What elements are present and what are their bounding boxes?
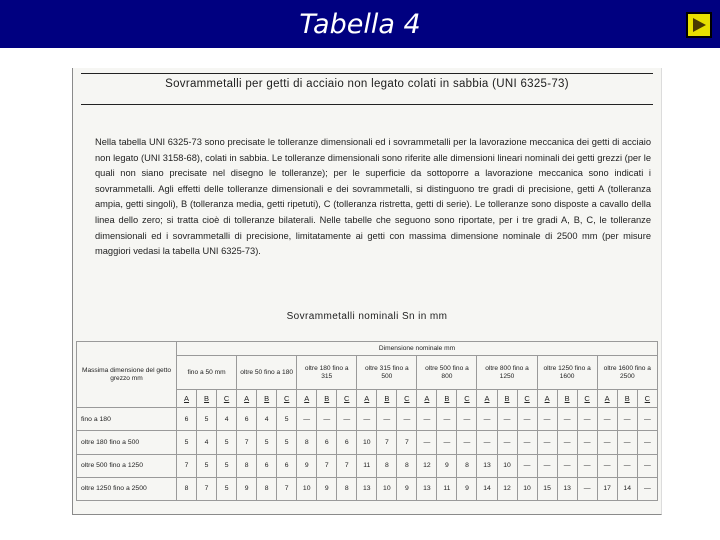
next-slide-button[interactable]: [686, 12, 712, 38]
column-group-header: fino a 50 mm: [177, 356, 237, 390]
grade-label: A: [357, 390, 377, 408]
table-cell: 5: [277, 431, 297, 454]
table-cell: —: [597, 431, 617, 454]
table-cell: —: [417, 408, 437, 431]
grade-label: B: [317, 390, 337, 408]
table-cell: 10: [297, 477, 317, 500]
table-cell: 17: [597, 477, 617, 500]
document-heading: Sovrammetalli per getti di acciaio non legato colati in sabbia (UNI 6325-73): [165, 78, 569, 90]
table-cell: 7: [337, 454, 357, 477]
table-cell: —: [457, 431, 477, 454]
table-cell: 8: [337, 477, 357, 500]
grade-label: C: [517, 390, 537, 408]
grade-label: A: [477, 390, 497, 408]
table-cell: 11: [437, 477, 457, 500]
table-cell: 14: [617, 477, 637, 500]
table-cell: 4: [217, 408, 237, 431]
row-label: oltre 1250 fino a 2500: [77, 477, 177, 500]
table-cell: 8: [397, 454, 417, 477]
table-cell: 8: [297, 431, 317, 454]
grade-label: B: [197, 390, 217, 408]
table-cell: 5: [217, 431, 237, 454]
table-cell: 7: [317, 454, 337, 477]
grade-label: B: [437, 390, 457, 408]
table-cell: 13: [477, 454, 497, 477]
grade-label: B: [497, 390, 517, 408]
table-cell: —: [497, 408, 517, 431]
table-cell: 15: [537, 477, 557, 500]
table-cell: 10: [497, 454, 517, 477]
table-cell: —: [517, 431, 537, 454]
table-cell: —: [617, 408, 637, 431]
table-cell: 5: [277, 408, 297, 431]
table-cell: 7: [377, 431, 397, 454]
table-cell: —: [557, 454, 577, 477]
grade-label: A: [237, 390, 257, 408]
table-cell: —: [437, 431, 457, 454]
table-cell: 13: [357, 477, 377, 500]
table-row: [77, 477, 658, 500]
grade-label: A: [597, 390, 617, 408]
table-cell: —: [537, 431, 557, 454]
sovrammetalli-table: [76, 341, 658, 501]
table-cell: —: [457, 408, 477, 431]
grade-label: A: [177, 390, 197, 408]
heading-rule: [81, 104, 653, 105]
table-cell: 6: [317, 431, 337, 454]
scanned-document: [72, 68, 662, 515]
table-cell: 7: [277, 477, 297, 500]
table-cell: 5: [197, 408, 217, 431]
table-cell: 8: [377, 454, 397, 477]
table-cell: 8: [237, 454, 257, 477]
table-cell: —: [357, 408, 377, 431]
column-group-header: oltre 1600 fino a 2500: [597, 356, 657, 390]
table-cell: —: [517, 408, 537, 431]
grade-label: B: [617, 390, 637, 408]
table-cell: —: [397, 408, 417, 431]
top-rule: [81, 73, 653, 74]
table-cell: 9: [237, 477, 257, 500]
table-cell: —: [637, 454, 657, 477]
table-cell: 9: [317, 477, 337, 500]
table-cell: 9: [437, 454, 457, 477]
grade-label: A: [537, 390, 557, 408]
table-cell: —: [477, 408, 497, 431]
table-cell: 5: [217, 454, 237, 477]
table-cell: 8: [177, 477, 197, 500]
table-cell: —: [297, 408, 317, 431]
table-cell: —: [557, 408, 577, 431]
grade-label: C: [637, 390, 657, 408]
table-cell: —: [577, 431, 597, 454]
table-cell: —: [577, 477, 597, 500]
grade-label: C: [277, 390, 297, 408]
row-label: oltre 500 fino a 1250: [77, 454, 177, 477]
table-cell: —: [537, 454, 557, 477]
table-cell: 6: [257, 454, 277, 477]
table-cell: 8: [257, 477, 277, 500]
table-cell: —: [637, 431, 657, 454]
table-cell: 7: [237, 431, 257, 454]
column-group-header: oltre 315 fino a 500: [357, 356, 417, 390]
table-cell: —: [437, 408, 457, 431]
table-cell: 5: [257, 431, 277, 454]
table-cell: —: [577, 454, 597, 477]
table-cell: —: [517, 454, 537, 477]
row-label: oltre 180 fino a 500: [77, 431, 177, 454]
table-cell: 7: [177, 454, 197, 477]
table-cell: 4: [257, 408, 277, 431]
table-cell: 6: [337, 431, 357, 454]
table-cell: —: [377, 408, 397, 431]
table-cell: 10: [517, 477, 537, 500]
table-cell: —: [417, 431, 437, 454]
play-triangle-icon: [691, 17, 707, 33]
table-cell: 9: [457, 477, 477, 500]
table-cell: —: [317, 408, 337, 431]
table-cell: —: [497, 431, 517, 454]
grade-label: C: [397, 390, 417, 408]
table-cell: 14: [477, 477, 497, 500]
table-cell: —: [637, 477, 657, 500]
table-cell: 12: [497, 477, 517, 500]
grade-label: C: [217, 390, 237, 408]
table-cell: 7: [397, 431, 417, 454]
table-cell: 5: [197, 454, 217, 477]
grade-label: C: [337, 390, 357, 408]
grade-label: C: [457, 390, 477, 408]
row-header: Massima dimensione del getto grezzo mm: [77, 342, 177, 408]
table-cell: 10: [357, 431, 377, 454]
table-cell: 9: [397, 477, 417, 500]
table-cell: 10: [377, 477, 397, 500]
table-cell: —: [477, 431, 497, 454]
group-header: Dimensione nominale mm: [177, 342, 658, 356]
table-cell: 13: [417, 477, 437, 500]
grade-label: A: [297, 390, 317, 408]
table-cell: 12: [417, 454, 437, 477]
table-cell: —: [637, 408, 657, 431]
table-cell: 6: [177, 408, 197, 431]
table-row: [77, 454, 658, 477]
table-cell: 6: [237, 408, 257, 431]
table-cell: 5: [217, 477, 237, 500]
table-cell: —: [597, 408, 617, 431]
table-cell: —: [617, 454, 637, 477]
document-paragraph: Nella tabella UNI 6325-73 sono precisate le tolleranze dimensionali ed i sovrammetalli per la lavorazione meccanica dei getti di acciaio non legato (UNI 3158-68), colati in sabbia. Le tolleranze dimensionali sono riferite alle dimensioni lineari nominali dei getti grezzi (per le quali non siano precisate nel disegno le tolleranze); per le superficie da sottoporre a lavorazione meccanica sono indicati i sovrammetalli. Agli effetti delle tolleranze dimensionali e dei sovrammetalli, si distinguono tre gradi di precisione, getti A (tolleranza ampia, getti singoli), B (tolleranza media, getti ripetuti), C (tolleranza ristretta, getti di serie). Le tolleranze sono disposte a cavallo della linea dello zero; si tratta cioè di tolleranze bilaterali. Nelle tabelle che seguono sono riportate, per i tre gradi A, B, C, le tolleranze dimensionali ed i sovrammetalli di precisione, limitatamente ai getti con massima dimensione nominale di 2500 mm (per misure maggiori vedasi la tabella UNI 6325-73).: [95, 137, 651, 257]
slide-title: Tabella 4: [299, 9, 421, 40]
table-cell: 8: [457, 454, 477, 477]
column-group-header: oltre 180 fino a 315: [297, 356, 357, 390]
grade-label: C: [577, 390, 597, 408]
table-cell: —: [537, 408, 557, 431]
grade-label: B: [257, 390, 277, 408]
column-group-header: oltre 1250 fino a 1600: [537, 356, 597, 390]
table-cell: —: [557, 431, 577, 454]
table-cell: 9: [297, 454, 317, 477]
grade-label: A: [417, 390, 437, 408]
table-cell: —: [337, 408, 357, 431]
table-row: [77, 408, 658, 431]
table-cell: —: [577, 408, 597, 431]
column-group-header: oltre 800 fino a 1250: [477, 356, 537, 390]
grade-label: B: [377, 390, 397, 408]
table-cell: 6: [277, 454, 297, 477]
column-group-header: oltre 50 fino a 180: [237, 356, 297, 390]
table-title: Sovrammetalli nominali Sn in mm: [286, 311, 448, 322]
table-cell: 4: [197, 431, 217, 454]
column-group-header: oltre 500 fino a 800: [417, 356, 477, 390]
table-cell: 7: [197, 477, 217, 500]
table-cell: —: [597, 454, 617, 477]
table-cell: 11: [357, 454, 377, 477]
table-row: [77, 431, 658, 454]
table-cell: —: [617, 431, 637, 454]
grade-label: B: [557, 390, 577, 408]
table-cell: 5: [177, 431, 197, 454]
table-cell: 13: [557, 477, 577, 500]
row-label: fino a 180: [77, 408, 177, 431]
